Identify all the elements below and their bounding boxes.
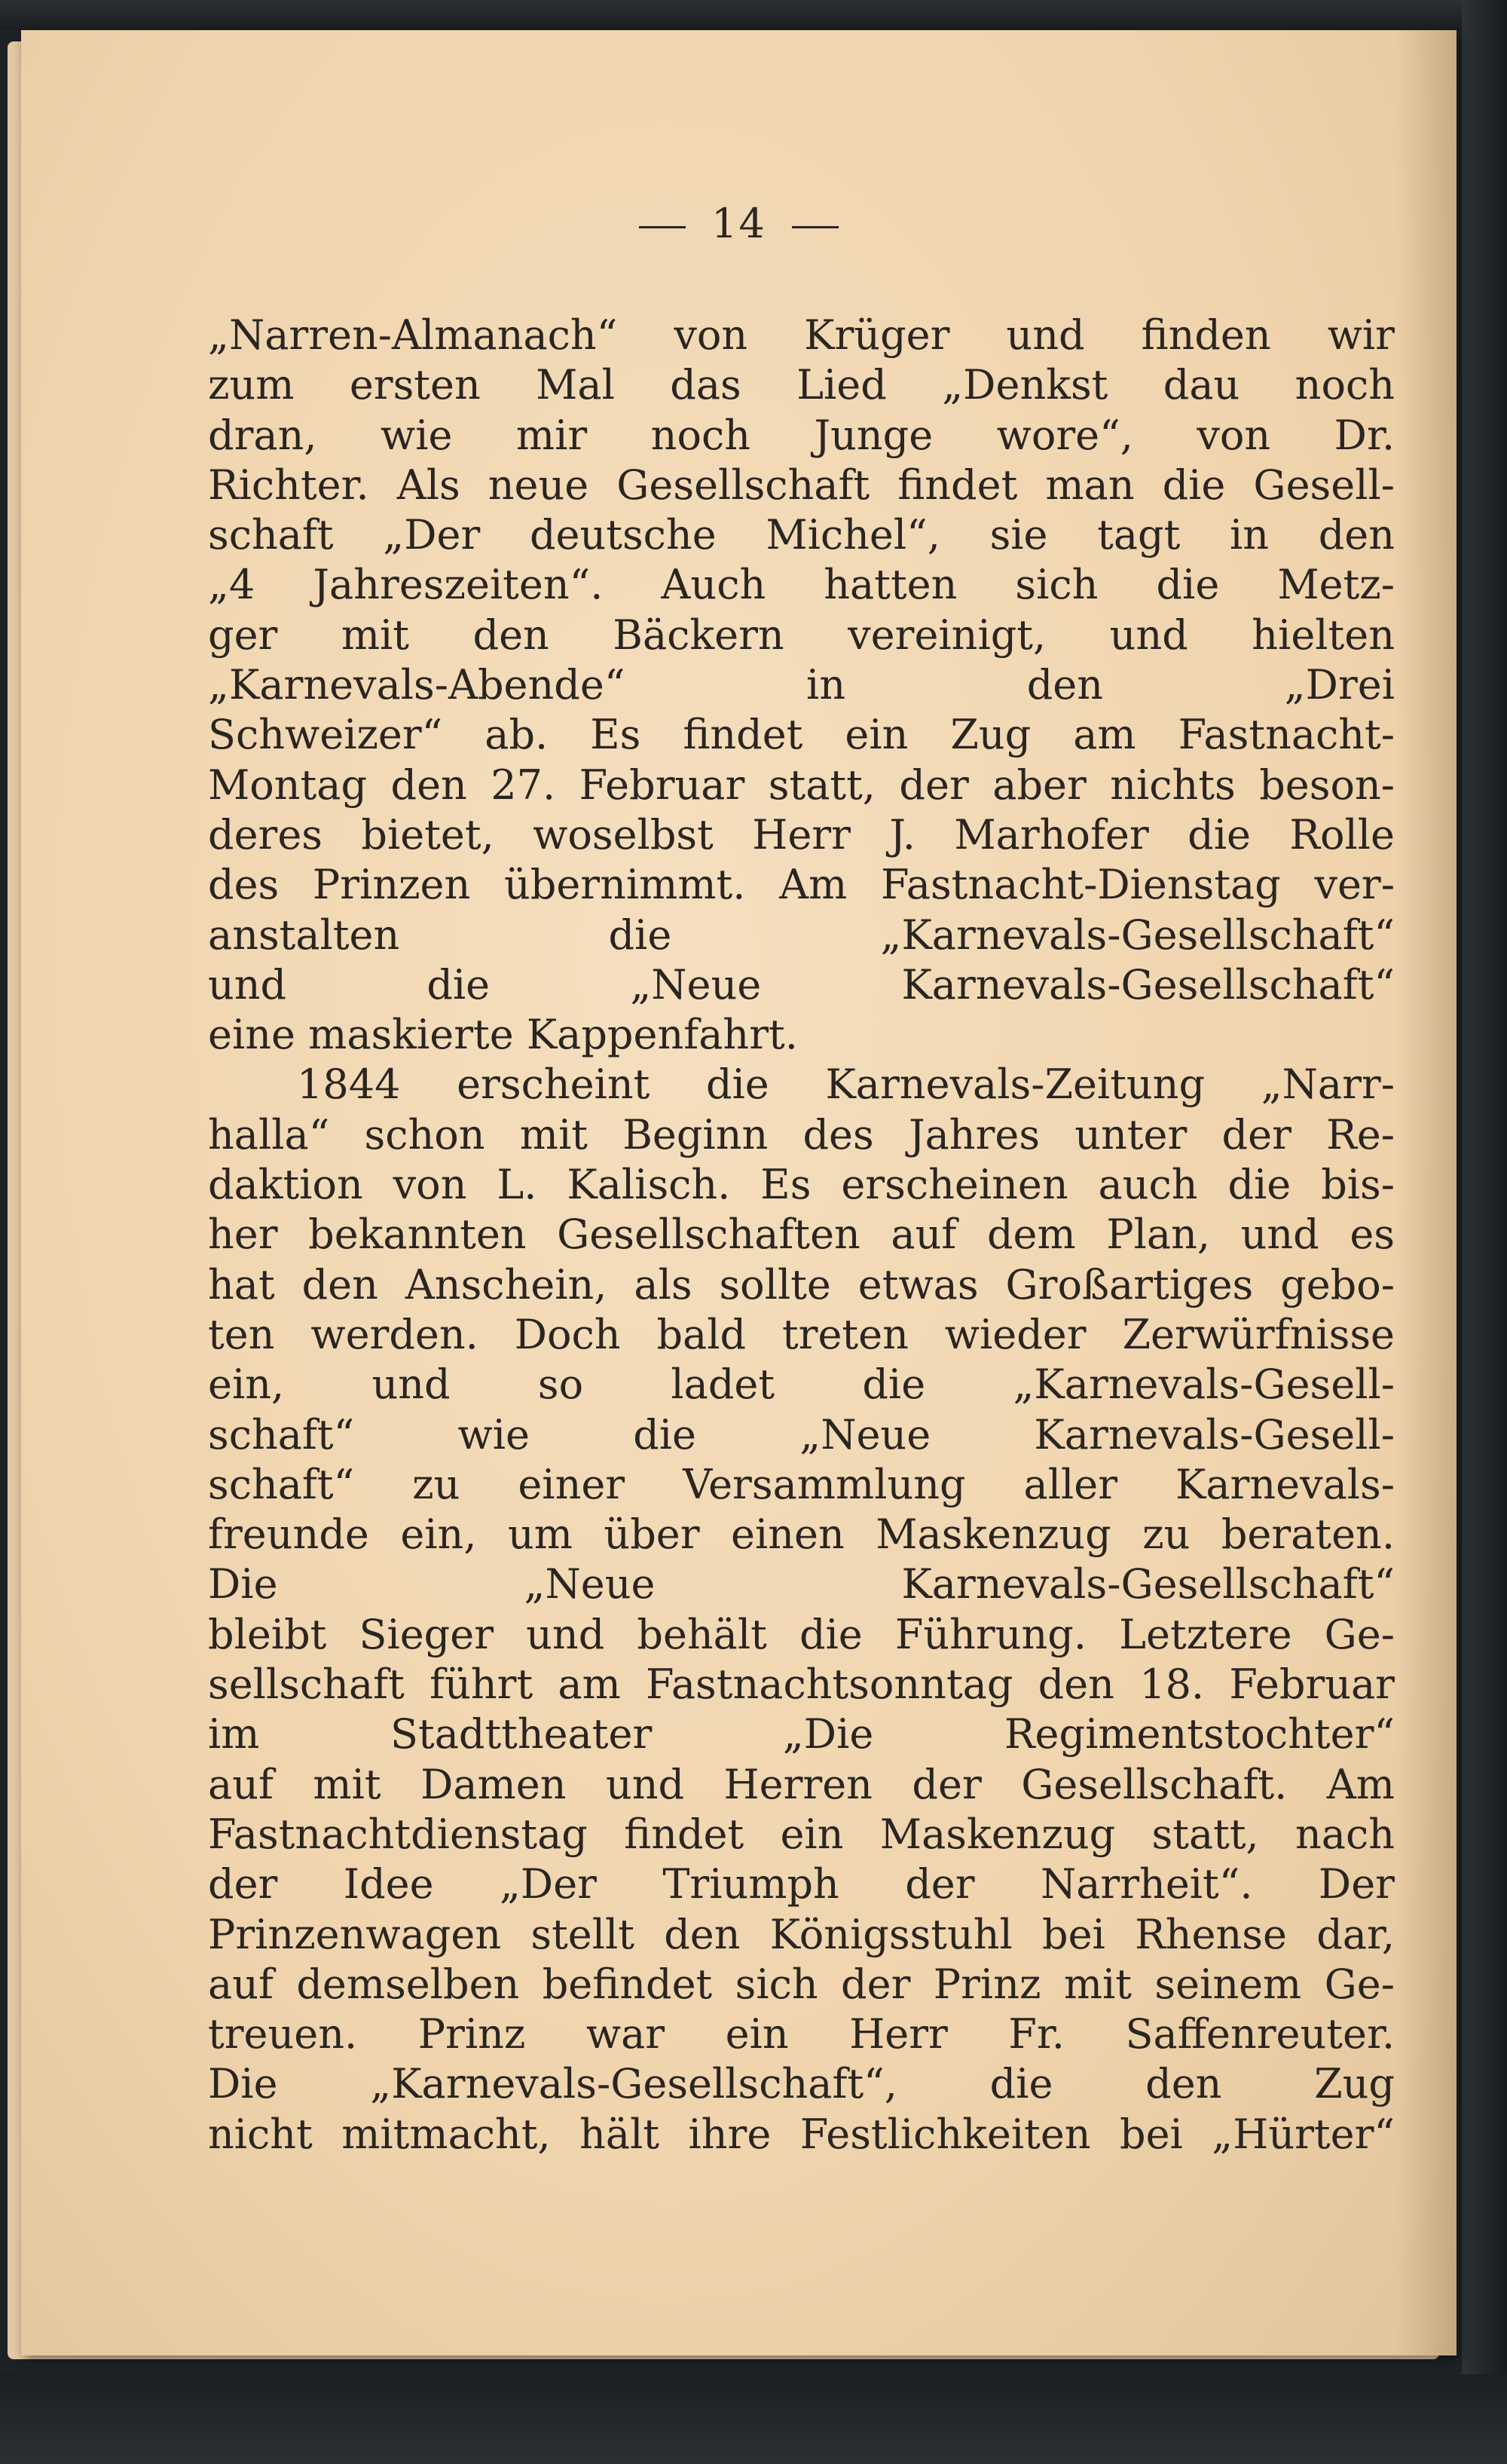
text-line: schaft „Der deutsche Michel“, sie tagt in den [208, 511, 1395, 559]
text-line: im Stadttheater „Die Regimentstochter“ [208, 1710, 1395, 1758]
book-cover-bottom [0, 2374, 1507, 2464]
text-line: eine maskierte Kappenfahrt. [208, 1011, 798, 1059]
text-line: der Idee „Der Triumph der Narrheit“. Der [208, 1860, 1395, 1908]
text-line: Die „Neue Karnevals-Gesellschaft“ [208, 1560, 1395, 1608]
text-line: anstalten die „Karnevals-Gesellschaft“ [208, 911, 1395, 959]
text-line: deres bietet, woselbst Herr J. Marhofer die Rolle [208, 810, 1395, 859]
body-text [208, 311, 1395, 2159]
text-line: schaft“ zu einer Versammlung aller Karnevals- [208, 1460, 1395, 1508]
page-number: 14 [711, 200, 766, 247]
text-line: her bekannten Gesellschaften auf dem Plan, und es [208, 1211, 1395, 1259]
text-line: Montag den 27. Februar statt, der aber nichts beson- [208, 761, 1395, 809]
text-line: des Prinzen übernimmt. Am Fastnacht-Dienstag ver- [208, 861, 1395, 909]
text-line: Schweizer“ ab. Es findet ein Zug am Fastnacht- [208, 711, 1395, 759]
text-line: auf demselben befindet sich der Prinz mit seinem Ge- [208, 1960, 1395, 2008]
page-shadow [1396, 30, 1457, 2355]
text-line: „Narren-Almanach“ von Krüger und finden wir [208, 311, 1395, 359]
header-dash-left [639, 226, 686, 228]
text-line: ger mit den Bäckern vereinigt, und hielten [208, 611, 1395, 659]
text-line: ein, und so ladet die „Karnevals-Gesell- [208, 1361, 1395, 1409]
text-line: dran, wie mir noch Junge wore“, von Dr. [208, 411, 1395, 459]
text-line: Fastnachtdienstag findet ein Maskenzug statt, nach [208, 1810, 1395, 1858]
text-line: auf mit Damen und Herren der Gesellschaft. Am [208, 1760, 1395, 1808]
text-line: „Karnevals-Abende“ in den „Drei [208, 661, 1395, 709]
text-line: Prinzenwagen stellt den Königsstuhl bei Rhense dar, [208, 1910, 1395, 1958]
text-line: Die „Karnevals-Gesellschaft“, die den Zug [208, 2060, 1395, 2108]
text-line: zum ersten Mal das Lied „Denkst dau noch [208, 361, 1395, 409]
text-line: „4 Jahreszeiten“. Auch hatten sich die Metz- [208, 561, 1395, 609]
text-line: 1844 erscheint die Karnevals-Zeitung „Narr- [297, 1061, 1395, 1109]
text-line: nicht mitmacht, hält ihre Festlichkeiten bei „Hürter“ [208, 2110, 1395, 2158]
header-dash-right [792, 226, 839, 228]
text-line: hat den Anschein, als sollte etwas Großartiges gebo- [208, 1260, 1395, 1309]
text-line: sellschaft führt am Fastnachtsonntag den 18. Februar [208, 1661, 1395, 1709]
text-line: Richter. Als neue Gesellschaft findet man die Gesell- [208, 461, 1395, 509]
text-line: treuen. Prinz war ein Herr Fr. Saffenreuter. [208, 2010, 1395, 2058]
text-line: ten werden. Doch bald treten wieder Zerwürfnisse [208, 1310, 1395, 1358]
text-line: und die „Neue Karnevals-Gesellschaft“ [208, 960, 1395, 1009]
text-line: freunde ein, um über einen Maskenzug zu beraten. [208, 1511, 1395, 1559]
page-header [21, 200, 1457, 247]
book-page [21, 30, 1457, 2355]
text-line: bleibt Sieger und behält die Führung. Letztere Ge- [208, 1610, 1395, 1658]
book-cover-edge [1462, 0, 1507, 2464]
text-line: daktion von L. Kalisch. Es erscheinen auch die bis- [208, 1161, 1395, 1209]
book-cover-top [0, 0, 1507, 30]
text-line: schaft“ wie die „Neue Karnevals-Gesell- [208, 1410, 1395, 1459]
text-line: halla“ schon mit Beginn des Jahres unter der Re- [208, 1110, 1395, 1159]
